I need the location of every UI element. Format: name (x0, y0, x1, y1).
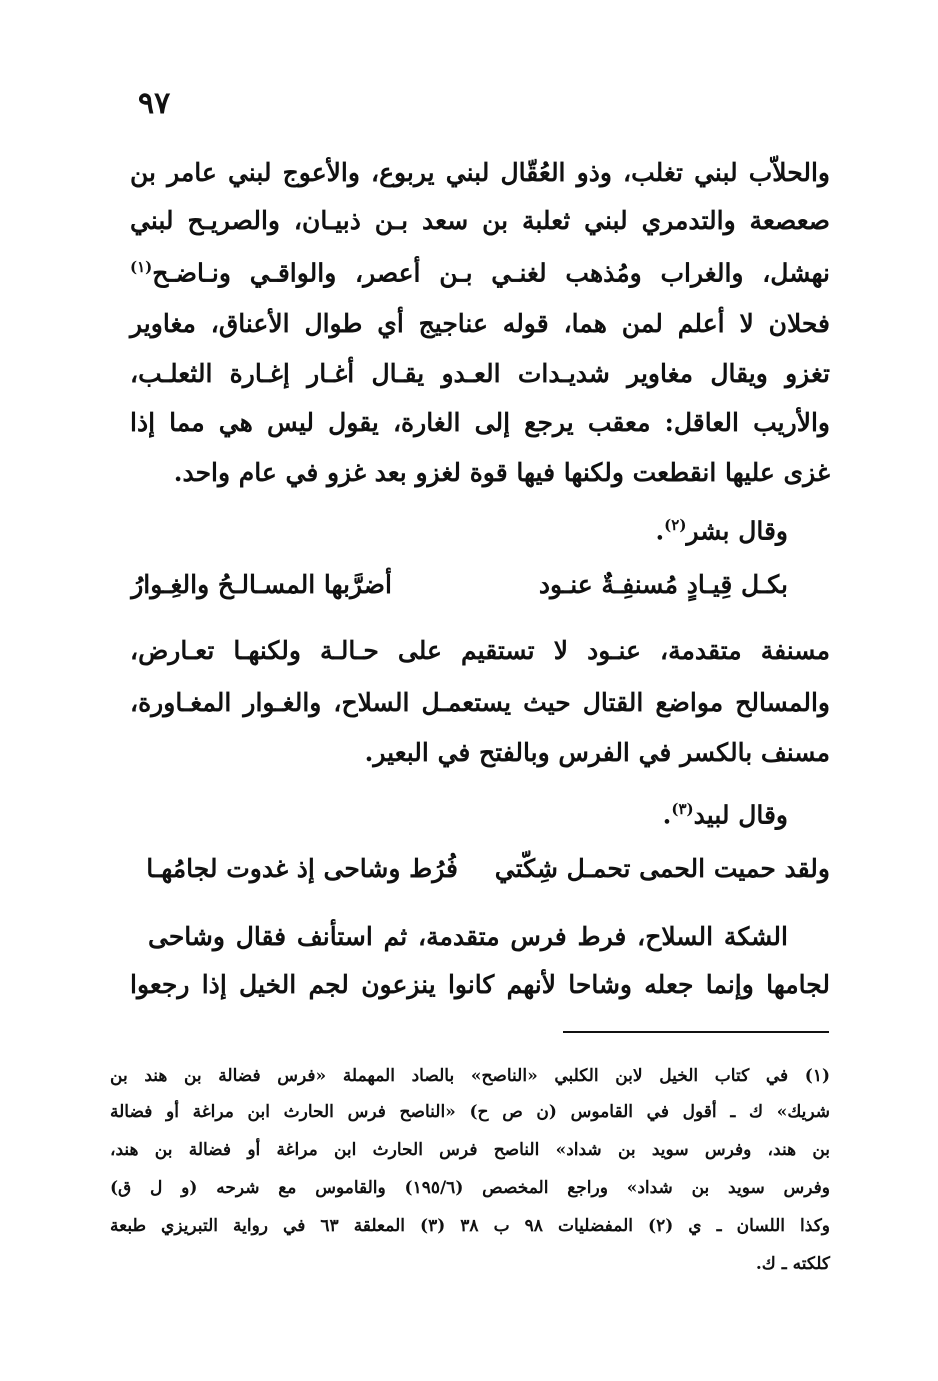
footnote-line: (١) في كتاب الخيل لابن الكلبي «الناصح» بالصاد المهملة «فرس فضالة بن هند بن (110, 1066, 830, 1086)
text-line: غزى عليها انقطعت ولكنها فيها قوة لغزو بعد غزو في عام واحد. (173, 458, 830, 487)
verse-hemistich-second: أضرَّبها المسـالـحُ والغِـوارُ (131, 570, 392, 599)
text-line-content: نهشل، والغراب ومُذهب لغنـي بـن أعصر، والواقـي ونـاضـح (152, 258, 830, 288)
poet-intro-text: وقال بشر (686, 516, 788, 546)
footnote-ref: (٣) (671, 800, 694, 818)
text-line: والحلاّب لبني تغلب، وذو العُقّال لبني يربوع، والأعوج لبني عامر بن (130, 158, 830, 187)
footnote-line: كلكته ـ ك. (755, 1254, 830, 1274)
text-line: مسنفة متقدمة، عنـود لا تستقيم على حـالـة ولكنهـا تعـارض، (130, 636, 830, 665)
poet-intro-text: وقال لبيد (693, 800, 788, 830)
text-line: والمسالح مواضع القتال حيث يستعمـل السلاح، والغـوار المغـاورة، (130, 688, 830, 717)
footnote-ref: (٢) (664, 516, 687, 534)
footnote-line: بن هند، وفرس سويد بن شداد» الناصح فرس الحارث ابن مراغة أو فضالة بن هند، (110, 1140, 830, 1160)
footnote-line: وكذا اللسان ـ ي (٢) المفضليات ٩٨ ب ٣٨ (٣) المعلقة ٦٣ في رواية التبريزي طبعة (110, 1216, 830, 1236)
text-line: لجامها وإنما جعله وشاحا لأنهم كانوا ينزعون لجم الخيل إذا رجعوا (130, 970, 830, 999)
verse-hemistich-second: فُرُط وشاحى إذ غدوت لجامُهـا (146, 854, 458, 883)
verse-hemistich-first: ولقد حميت الحمى تحمـل شِكّتي (494, 854, 830, 883)
text-line: تغزو ويقال مغاوير شديـدات العـدو يقـال أغـار إغـارة الثعلـب، (130, 359, 830, 388)
text-line: والأريب العاقل: معقب يرجع إلى الغارة، يقول ليس هي مما إذا (130, 408, 830, 437)
text-line: صعصعة والتدمري لبني ثعلبة بن سعد بـن ذبيـان، والصريـح لبني (130, 206, 830, 235)
text-line (130, 258, 830, 287)
footnote-divider (563, 1031, 829, 1033)
poet-intro-end: . (655, 516, 665, 546)
page-number: ٩٧ (138, 86, 171, 121)
text-line: فحلان لا أعلم لمن هما، قوله عناجيج أي طوال الأعناق، مغاوير (130, 309, 830, 338)
verse-hemistich-first: بكـل قِيـادٍ مُسنفِـةٌ عنـود (538, 570, 788, 599)
text-line: مسنف بالكسر في الفرس وبالفتح في البعير. (364, 738, 830, 767)
footnote-ref: (١) (130, 258, 153, 276)
footnote-line: شريك» ك ـ أقول في القاموس (ن ص ح) «الناصح فرس الحارث ابن مراغة أو فضالة (110, 1102, 830, 1122)
text-line: الشكة السلاح، فرط فرس متقدمة، ثم استأنف فقال وشاحى (148, 922, 788, 951)
poet-intro (663, 800, 788, 829)
footnote-line: وفرس سويد بن شداد» وراجع المخصص (١٩٥/٦) والقاموس مع شرحه (و ل ق) (110, 1178, 830, 1198)
poet-intro-end: . (662, 800, 672, 830)
poet-intro (655, 516, 788, 545)
